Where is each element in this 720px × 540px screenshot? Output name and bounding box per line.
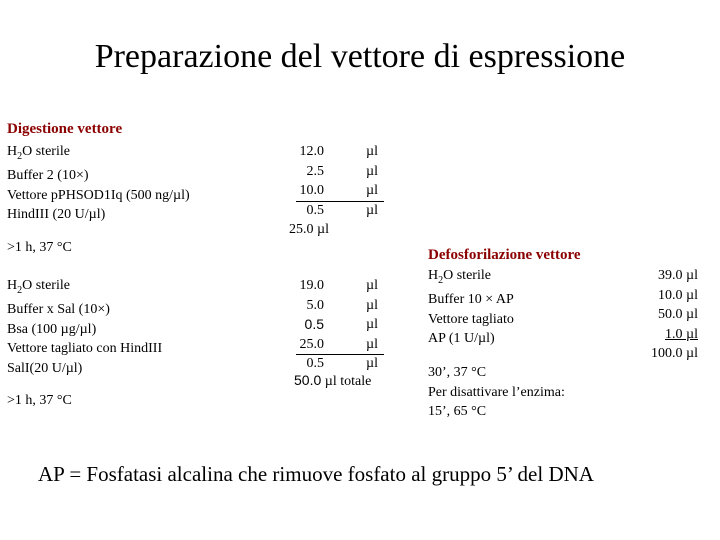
dephosphorylation-total: 100.0 µl bbox=[651, 346, 698, 361]
second-digestion-unit: µl bbox=[366, 356, 378, 371]
second-digestion-volume-list bbox=[270, 276, 324, 374]
second-digestion-unit-list bbox=[366, 276, 378, 374]
second-digestion-reagent-list bbox=[7, 276, 162, 378]
digestion-total: 25.0 µl bbox=[289, 222, 329, 237]
page-title: Preparazione del vettore di espressione bbox=[94, 38, 626, 75]
footer-note: AP = Fosfatasi alcalina che rimuove fosfato al gruppo 5’ del DNA bbox=[38, 462, 594, 486]
second-digestion-unit: µl bbox=[366, 317, 378, 332]
digestion-condition: >1 h, 37 °C bbox=[7, 240, 72, 255]
dephosphorylation-reagent: Buffer 10 × AP bbox=[428, 292, 514, 308]
second-digestion-reagent: Vettore tagliato con HindIII bbox=[7, 341, 163, 357]
dephosphorylation-condition: Per disattivare l’enzima: bbox=[428, 384, 565, 400]
digestion-volume: 12.0 bbox=[299, 144, 324, 159]
digestion-unit-list bbox=[366, 142, 378, 220]
digestion-volume: 2.5 bbox=[306, 163, 324, 179]
dephosphorylation-reagent: Vettore tagliato bbox=[428, 311, 514, 327]
second-digestion-total: 50.0 µl totale bbox=[294, 372, 372, 389]
second-digestion-volume: 0.5 bbox=[306, 356, 324, 371]
digestion-reagent-list bbox=[7, 142, 190, 225]
second-digestion-condition: >1 h, 37 °C bbox=[7, 393, 72, 408]
digestion-volume: 0.5 bbox=[306, 202, 324, 218]
second-digestion-reagent: SalI(20 U/µl) bbox=[7, 360, 83, 376]
second-digestion-unit: µl bbox=[366, 336, 378, 352]
digestion-heading: Digestione vettore bbox=[7, 121, 123, 137]
dephosphorylation-condition: 15’, 65 °C bbox=[428, 404, 487, 419]
digestion-reagent: Vettore pPHSOD1Iq (500 ng/µl) bbox=[7, 187, 190, 203]
second-digestion-volume: 0.5 bbox=[304, 316, 324, 332]
dephosphorylation-volume: 39.0 µl bbox=[658, 268, 698, 283]
second-digestion-unit: µl bbox=[366, 297, 378, 313]
dephosphorylation-reagent: AP (1 U/µl) bbox=[428, 331, 495, 347]
dephosphorylation-volume-list bbox=[620, 266, 698, 364]
digestion-volume-list bbox=[270, 142, 324, 220]
digestion-unit: µl bbox=[366, 202, 378, 218]
dephosphorylation-volume: 1.0 µl bbox=[665, 326, 698, 342]
second-digestion-reagent: Bsa (100 µg/µl) bbox=[7, 321, 97, 337]
second-digestion-volume: 25.0 bbox=[299, 336, 324, 352]
digestion-reagent: HindIII (20 U/µl) bbox=[7, 207, 106, 223]
dephosphorylation-volume: 50.0 µl bbox=[658, 307, 698, 322]
second-digestion-reagent: Buffer x Sal (10×) bbox=[7, 302, 110, 318]
digestion-volume: 10.0 bbox=[299, 183, 324, 198]
second-digestion-volume: 19.0 bbox=[299, 278, 324, 293]
digestion-reagent: Buffer 2 (10×) bbox=[7, 168, 89, 184]
digestion-reagent: $H_2O$ sterile bbox=[7, 144, 70, 162]
dephosphorylation-condition: 30’, 37 °C bbox=[428, 365, 487, 380]
digestion-unit: µl bbox=[366, 144, 378, 159]
second-digestion-reagent: $H_2O$ sterile bbox=[7, 278, 70, 296]
dephosphorylation-volume: 10.0 µl bbox=[658, 287, 698, 303]
digestion-unit: µl bbox=[366, 163, 378, 179]
dephosphorylation-reagent: $H_2O$ sterile bbox=[428, 268, 491, 286]
second-digestion-unit: µl bbox=[366, 278, 378, 293]
dephosphorylation-heading: Defosforilazione vettore bbox=[428, 247, 581, 263]
second-digestion-volume: 5.0 bbox=[306, 297, 324, 313]
dephosphorylation-condition-list bbox=[428, 363, 565, 422]
digestion-unit: µl bbox=[366, 183, 378, 198]
dephosphorylation-reagent-list bbox=[428, 266, 514, 349]
